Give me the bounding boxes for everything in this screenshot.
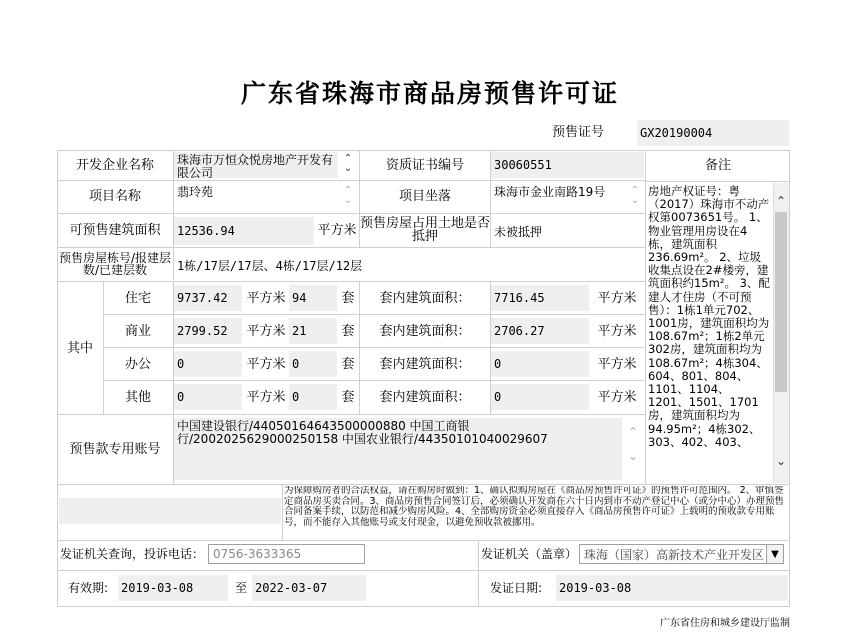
grid-line (173, 150, 174, 280)
project-field[interactable]: 翡玲苑 (174, 183, 338, 209)
grid-line (173, 414, 174, 484)
type-commercial: 商业 (124, 323, 151, 339)
qualification-field[interactable]: 30060551 (491, 152, 644, 178)
office-count-field[interactable]: 0 (289, 351, 337, 377)
area-label: 可预售建筑面积 (69, 222, 161, 238)
buildings-label: 预售房屋栋号/报建层数/已建层数 (58, 251, 172, 277)
accounts-spin-icon[interactable]: ⌃ ⌄ (627, 425, 639, 463)
issue-date-label: 发证日期: (489, 580, 543, 595)
grid-line (103, 347, 645, 348)
other-area-unit: 平方米 (246, 389, 286, 405)
grid-line (57, 180, 645, 181)
issue-date-field[interactable]: 2019-03-08 (556, 575, 788, 601)
blank-field[interactable] (59, 498, 281, 524)
residential-inner-field[interactable]: 7716.45 (491, 285, 589, 311)
grid-line (282, 484, 283, 540)
grid-line (57, 570, 790, 571)
grid-line (57, 247, 645, 248)
residential-area-field[interactable]: 9737.42 (174, 285, 242, 311)
inquiry-label: 发证机关查询，投诉电话： (60, 546, 205, 561)
other-count-unit: 套 (341, 389, 355, 405)
among-label: 其中 (66, 340, 93, 356)
issuer-label: 发证机关（盖章） (480, 546, 577, 561)
residential-inner-unit: 平方米 (597, 290, 637, 306)
grid-line (359, 150, 360, 247)
buildings-field[interactable]: 1栋/17层/17层、4栋/17层/12层 (174, 251, 644, 279)
grid-line (645, 150, 646, 484)
other-inner-label: 套内建筑面积： (379, 389, 471, 405)
project-label: 项目名称 (88, 188, 141, 204)
grid-line (57, 414, 645, 415)
scroll-up-icon[interactable]: ⌃ (775, 194, 787, 208)
residential-inner-label: 套内建筑面积： (379, 290, 471, 306)
developer-spin-icon[interactable]: ⌃ ⌄ (343, 153, 353, 174)
footer-text: 广东省住房和城乡建设厅监制 (660, 618, 790, 629)
other-count-field[interactable]: 0 (289, 384, 337, 410)
office-inner-unit: 平方米 (597, 356, 637, 372)
commercial-inner-unit: 平方米 (597, 323, 637, 339)
grid-line (359, 281, 360, 414)
page-title: 广东省珠海市商品房预售许可证 (240, 79, 619, 108)
project-spin-icon[interactable]: ⌃ ⌄ (343, 185, 353, 206)
developer-label: 开发企业名称 (75, 157, 154, 173)
permit-no-label: 预售证号 (551, 124, 604, 140)
grid-line (173, 281, 174, 414)
scroll-down-icon[interactable]: ⌄ (775, 454, 787, 468)
location-spin-icon[interactable]: ⌃ ⌄ (630, 185, 640, 206)
commercial-inner-label: 套内建筑面积： (379, 323, 471, 339)
grid-line (478, 540, 479, 607)
developer-field[interactable]: 珠海市万恒众悦房地产开发有限公司 (174, 152, 338, 178)
valid-from-field[interactable]: 2019-03-08 (118, 575, 228, 601)
commercial-count-unit: 套 (341, 323, 355, 339)
commercial-area-unit: 平方米 (246, 323, 286, 339)
other-inner-unit: 平方米 (597, 389, 637, 405)
valid-to-field[interactable]: 2022-03-07 (252, 575, 366, 601)
accounts-label: 预售款专用账号 (69, 441, 161, 457)
issuer-dropdown-icon[interactable]: ▼ (766, 544, 784, 564)
grid-line (490, 281, 491, 414)
type-residential: 住宅 (124, 290, 151, 306)
residential-area-unit: 平方米 (246, 290, 286, 306)
grid-line (103, 314, 645, 315)
valid-label: 有效期: (67, 580, 109, 595)
valid-to-label: 至 (234, 580, 247, 595)
location-label: 项目坐落 (398, 188, 451, 204)
grid-line (57, 213, 645, 214)
other-inner-field[interactable]: 0 (491, 384, 589, 410)
residential-count-unit: 套 (341, 290, 355, 306)
grid-line (103, 281, 104, 414)
grid-line (646, 181, 790, 182)
area-field[interactable]: 12536.94 (174, 217, 314, 245)
mortgage-label: 预售房屋占用土地是否抵押 (360, 216, 491, 244)
office-area-unit: 平方米 (246, 356, 286, 372)
scroll-thumb[interactable] (775, 212, 787, 392)
mortgage-field[interactable]: 未被抵押 (491, 217, 644, 245)
commercial-count-field[interactable]: 21 (289, 318, 337, 344)
office-inner-label: 套内建筑面积： (379, 356, 471, 372)
commercial-area-field[interactable]: 2799.52 (174, 318, 242, 344)
issuer-select[interactable]: 珠海（国家）高新技术产业开发区 (579, 544, 770, 564)
accounts-field[interactable]: 中国建设银行/44050164643500000880 中国工商银行/2002025629000250158 中国农业银行/44350101040029607 (174, 418, 622, 480)
other-area-field[interactable]: 0 (174, 384, 242, 410)
type-office: 办公 (124, 356, 151, 372)
remarks-label: 备注 (704, 157, 731, 173)
grid-line (57, 281, 645, 282)
office-area-field[interactable]: 0 (174, 351, 242, 377)
grid-line (490, 150, 491, 247)
type-other: 其他 (124, 389, 151, 405)
commercial-inner-field[interactable]: 2706.27 (491, 318, 589, 344)
inquiry-phone-field[interactable]: 0756-3633365 (208, 544, 365, 564)
location-field[interactable]: 珠海市金业南路19号 (491, 183, 623, 209)
grid-line (57, 540, 790, 541)
office-count-unit: 套 (341, 356, 355, 372)
area-unit: 平方米 (317, 222, 357, 238)
grid-line (57, 484, 790, 485)
office-inner-field[interactable]: 0 (491, 351, 589, 377)
residential-count-field[interactable]: 94 (289, 285, 337, 311)
permit-no-field[interactable]: GX20190004 (637, 120, 789, 146)
remarks-text[interactable]: 房地产权证号：粤（2017）珠海市不动产权第0073651号。 1、物业管理用房设在4栋，建筑面积236.69m²。 2、垃圾收集点设在2#楼旁，建筑面积约15m²。 3、配建人才住房（不可预售）：1栋1单元702、1001房，建筑面积均为108.67m²；1栋2单元302房，建筑面积均为108.67m²；4栋304、604、801、804、1101、1104、1201、1501、1701房，建筑面积均为94.95m²；4栋302、303、402、403、 (648, 184, 770, 449)
qualification-label: 资质证书编号 (385, 157, 464, 173)
grid-line (103, 380, 645, 381)
notice-text: 为保障购房者的合法权益，请在购房时做到：1、确认拟购房屋在《商品房预售许可证》的预售许可范围内。 2、审慎签定商品房买卖合同。3、商品房预售合同签订后，必须确认开发商在六十日内到市不动产登记中心（或分中心）办理预售合同备案手续，以防范和减少购房风险。4、全部购房资金必须直接存入《商品房预售许可证》上载明的预收款专用账号，而不能存入其他账号或支付现金，以避免预收款被挪用。 (284, 486, 785, 528)
